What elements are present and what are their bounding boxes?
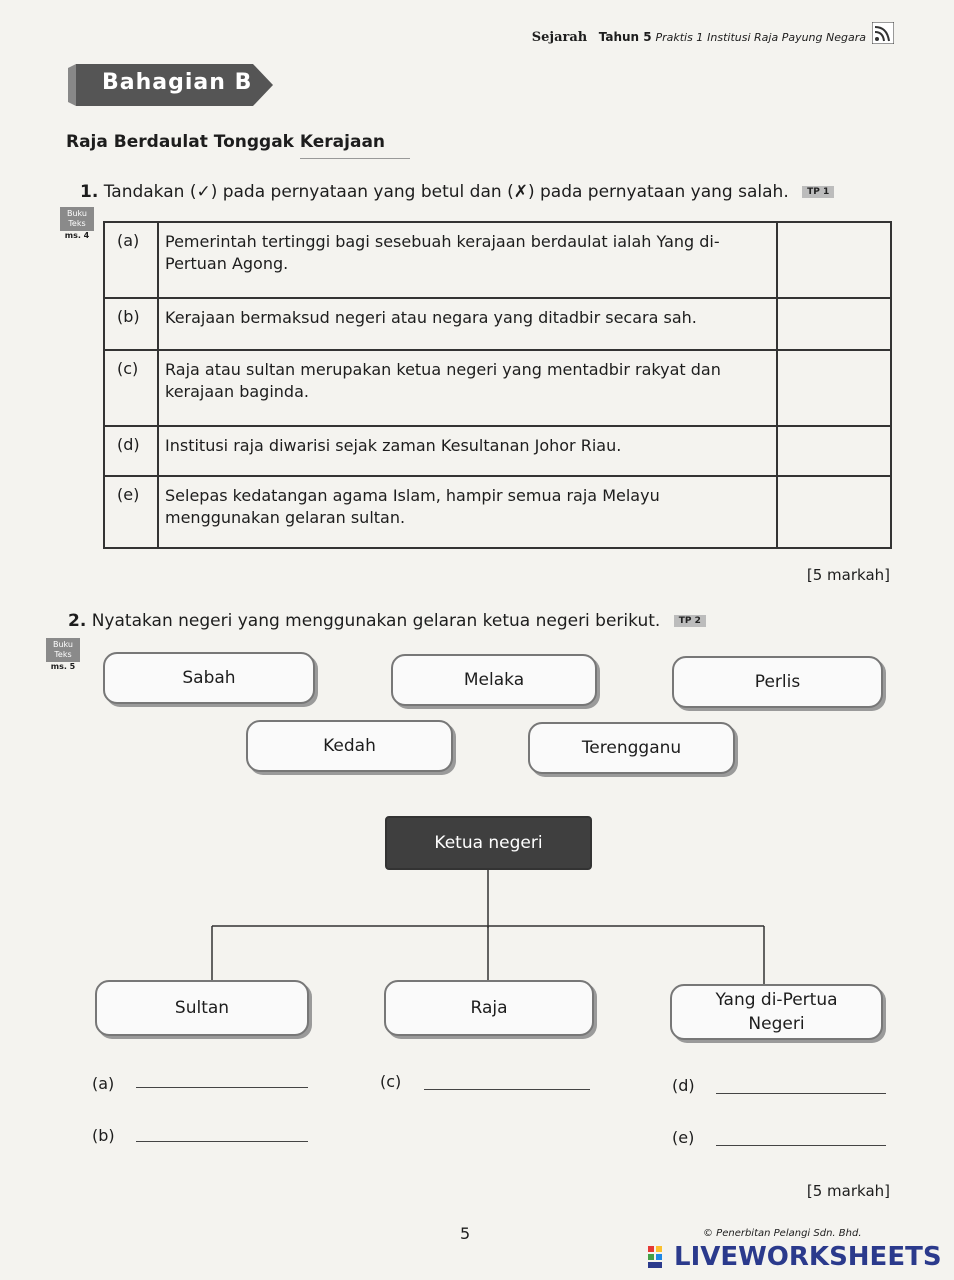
- statement-text: Kerajaan bermaksud negeri atau negara yang ditadbir secara sah.: [158, 298, 777, 350]
- q2-text: Nyatakan negeri yang menggunakan gelaran ketua negeri berikut.: [91, 611, 661, 631]
- liveworksheets-watermark: LIVEWORKSHEETS: [674, 1242, 942, 1272]
- liveworksheets-logo-icon: [648, 1246, 670, 1268]
- section-title: Bahagian B: [102, 70, 253, 95]
- answer-line-c[interactable]: [424, 1088, 590, 1090]
- statement-text: Raja atau sultan merupakan ketua negeri yang mentadbir rakyat dan kerajaan baginda.: [158, 350, 777, 426]
- q2-marks-text: [5 markah]: [806, 1182, 890, 1200]
- statement-text: Pemerintah tertinggi bagi sesebuah kerajaan berdaulat ialah Yang di-Pertuan Agong.: [158, 222, 777, 298]
- q1-text: Tandakan (✓) pada pernyataan yang betul dan (✗) pada pernyataan yang salah.: [103, 182, 789, 202]
- header-practice: Praktis 1: [655, 31, 704, 44]
- q2-marks: [807, 1182, 890, 1200]
- state-card-perlis[interactable]: Perlis: [672, 656, 883, 708]
- statement-label: (e): [104, 476, 158, 548]
- tree-node-raja: Raja: [384, 980, 594, 1036]
- q2-number: 2.: [68, 611, 87, 631]
- q1-page-ref: ms. 4: [64, 231, 90, 240]
- q2-page-ref: ms. 5: [50, 662, 76, 671]
- tree-root-ketua-negeri: Ketua negeri: [385, 816, 592, 870]
- answer-line-e[interactable]: [716, 1144, 886, 1146]
- answer-label-b: (b): [92, 1126, 115, 1145]
- statement-label: (c): [104, 350, 158, 426]
- q1-tp-badge: TP 1: [802, 186, 834, 198]
- answer-label-a: (a): [92, 1074, 115, 1093]
- statement-text: Institusi raja diwarisi sejak zaman Kesultanan Johor Riau.: [158, 426, 777, 476]
- statement-label: (d): [104, 426, 158, 476]
- q2-buku-label: Buku Teks: [46, 638, 80, 662]
- state-card-terengganu[interactable]: Terengganu: [528, 722, 735, 774]
- page-number: 5: [460, 1224, 471, 1243]
- answer-label-d: (d): [672, 1076, 695, 1095]
- q1-buku-label: Buku Teks: [60, 207, 94, 231]
- header-topic: Institusi Raja Payung Negara: [707, 31, 866, 44]
- state-card-kedah[interactable]: Kedah: [246, 720, 453, 772]
- state-card-sabah[interactable]: Sabah: [103, 652, 315, 704]
- header-year: Tahun 5: [598, 30, 652, 44]
- statement-label: (b): [104, 298, 158, 350]
- q1-marks-text: [5 markah]: [806, 566, 890, 584]
- answer-label-e: (e): [672, 1128, 695, 1147]
- header-subject: Sejarah: [531, 30, 588, 45]
- answer-line-d[interactable]: [716, 1092, 886, 1094]
- answer-line-a[interactable]: [136, 1086, 308, 1088]
- answer-line-b[interactable]: [136, 1140, 308, 1142]
- answer-label-c: (c): [380, 1072, 402, 1091]
- tree-node-sultan: Sultan: [95, 980, 309, 1036]
- section-subtitle: Raja Berdaulat Tonggak Kerajaan: [66, 132, 386, 152]
- statement-text: Selepas kedatangan agama Islam, hampir semua raja Melayu menggunakan gelaran sultan.: [158, 476, 777, 548]
- q1-number: 1.: [80, 182, 99, 202]
- copyright-text: © Penerbitan Pelangi Sdn. Bhd.: [703, 1228, 862, 1239]
- state-card-melaka[interactable]: Melaka: [391, 654, 597, 706]
- tree-node-yang-dipertua-negeri: Yang di-Pertua Negeri: [670, 984, 883, 1040]
- q2-tp-badge: TP 2: [674, 615, 706, 627]
- statement-label: (a): [104, 222, 158, 298]
